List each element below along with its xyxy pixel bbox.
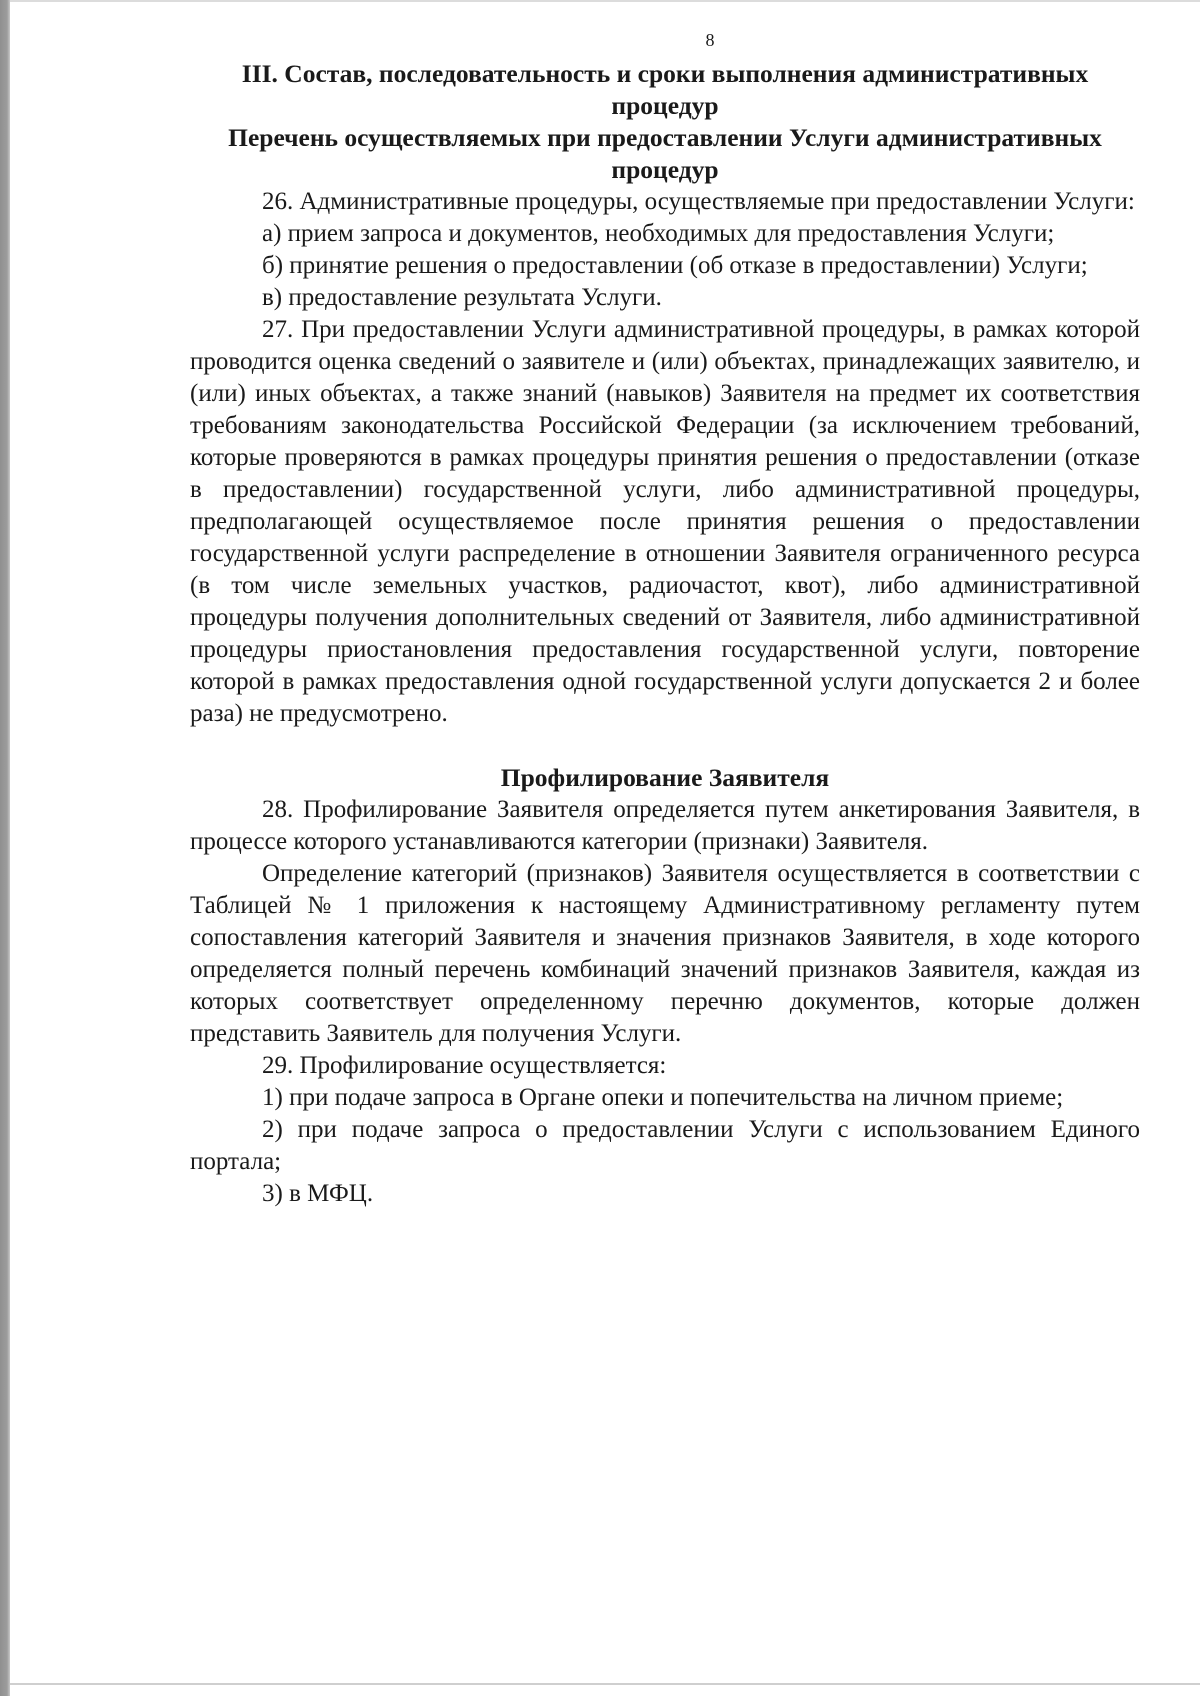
page-number: 8 — [705, 30, 715, 50]
paragraph-26-v: в) предоставление результата Услуги. — [262, 284, 662, 311]
paragraph-29-1: 1) при подаче запроса в Органе опеки и попечительства на личном приеме; — [262, 1084, 1064, 1111]
paragraph-29: 29. Профилирование осуществляется: — [262, 1052, 667, 1079]
section-title: III. Состав, последовательность и сроки выполнения административных процедур — [241, 59, 1089, 120]
paragraph-26-b: б) принятие решения о предоставлении (об отказе в предоставлении) Услуги; — [262, 252, 1088, 279]
paragraph-28-definition: Определение категорий (признаков) Заявителя осуществляется в соответствии с Таблицей № 1 приложения к настоящему Административному регламенту путем сопоставления категорий Заявителя и значения признаков Заявителя, в ходе которого определяется полный перечень комбинаций значений признаков Заявителя, каждая из которых соответствует определенному перечню документов, которые должен представить Заявитель для получения Услуги. — [190, 860, 1140, 1047]
document-page — [190, 22, 1140, 1210]
section2-title: Профилирование Заявителя — [500, 763, 830, 792]
paragraph-26-a: а) прием запроса и документов, необходимых для предоставления Услуги; — [262, 220, 1055, 247]
paragraph-29-2: 2) при подаче запроса о предоставлении Услуги с использованием Единого портала; — [190, 1116, 1140, 1175]
paragraph-26: 26. Административные процедуры, осуществляемые при предоставлении Услуги: — [262, 188, 1135, 215]
scan-top-edge — [10, 0, 1200, 2]
section-subtitle: Перечень осуществляемых при предоставлении Услуги административных процедур — [228, 123, 1102, 184]
scan-bottom-edge — [10, 1683, 1200, 1685]
paragraph-27: 27. При предоставлении Услуги административной процедуры, в рамках которой проводится оценка сведений о заявителе и (или) объектах, принадлежащих заявителю, и (или) иных объектах, а также знаний (навыков) Заявителя на предмет их соответствия требованиям законодательства Российской Федерации (за исключением требований, которые проверяются в рамках процедуры принятия решения о предоставлении (отказе в предоставлении) государственной услуги, либо административной процедуры, предполагающей осуществляемое после принятия решения о предоставлении государственной услуги распределение в отношении Заявителя ограниченного ресурса (в том числе земельных участков, радиочастот, квот), либо административной процедуры получения дополнительных сведений от Заявителя, либо административной процедуры приостановления предоставления государственной услуги, повторение которой в рамках предоставления одной государственной услуги допускается 2 и более раза) не предусмотрено. — [190, 316, 1140, 727]
paragraph-29-3: 3) в МФЦ. — [262, 1180, 374, 1207]
paragraph-28: 28. Профилирование Заявителя определяется путем анкетирования Заявителя, в процессе которого устанавливаются категории (признаки) Заявителя. — [190, 796, 1140, 855]
scan-left-edge — [0, 0, 10, 1696]
section-gap — [190, 730, 1140, 762]
